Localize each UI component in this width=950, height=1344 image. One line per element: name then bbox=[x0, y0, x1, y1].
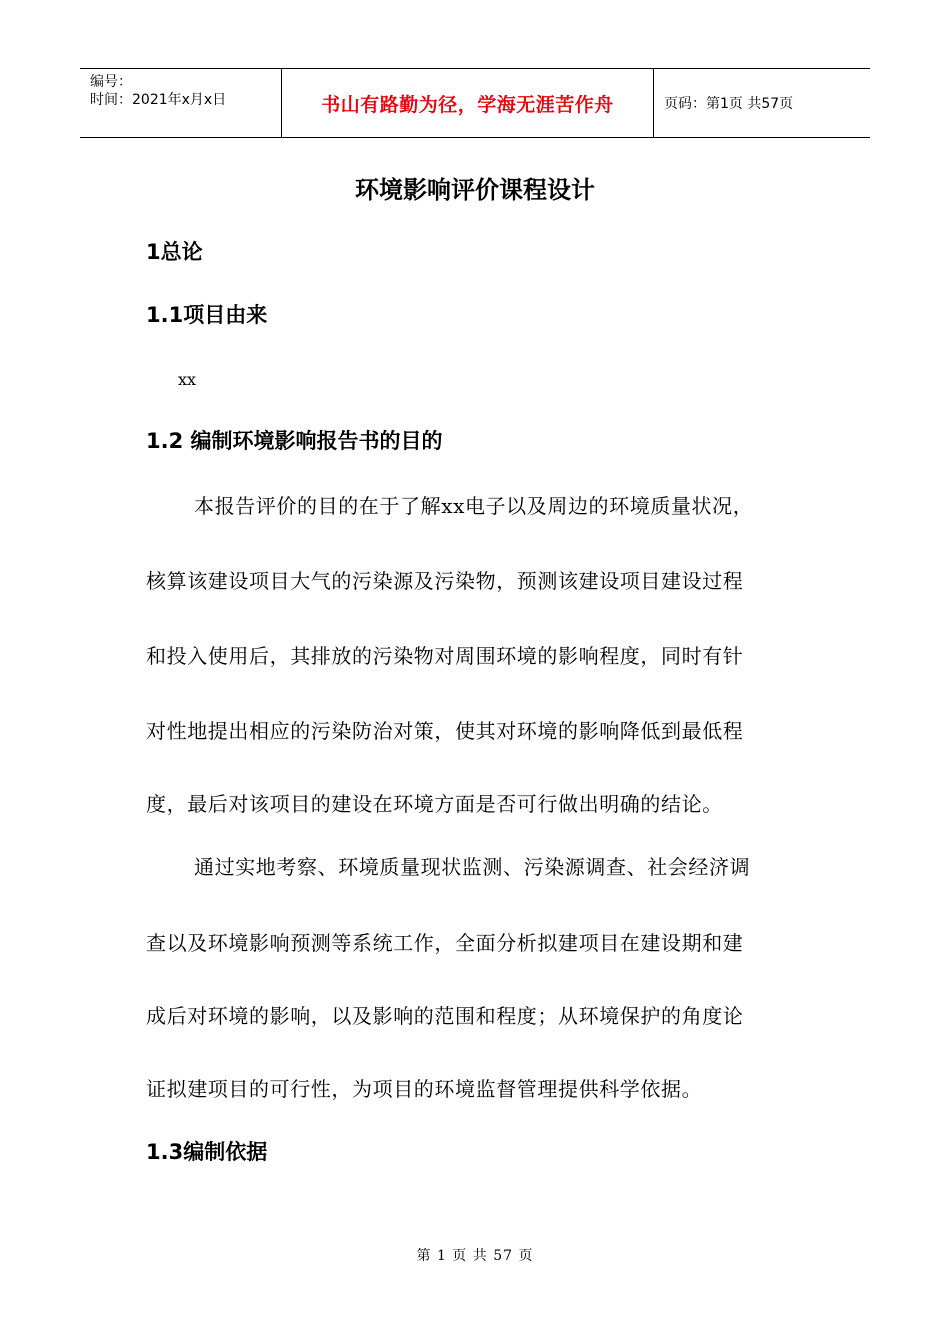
section-heading-1-1: 1.1项目由来 bbox=[146, 303, 268, 327]
paragraph-line: 对性地提出相应的污染防治对策，使其对环境的影响降低到最低程 bbox=[146, 719, 744, 743]
paragraph-line: 核算该建设项目大气的污染源及污染物，预测该建设项目建设过程 bbox=[146, 569, 744, 593]
document-date-label: 时间：2021年x月x日 bbox=[90, 92, 227, 108]
paragraph-line: 度，最后对该项目的建设在环境方面是否可行做出明确的结论。 bbox=[146, 792, 723, 816]
paragraph-line: 通过实地考察、环境质量现状监测、污染源调查、社会经济调 bbox=[194, 855, 751, 879]
paragraph-line: 证拟建项目的可行性，为项目的环境监督管理提供科学依据。 bbox=[146, 1077, 703, 1101]
document-number-label: 编号： bbox=[90, 74, 132, 90]
header-page-info: 页码：第1页 共57页 bbox=[664, 96, 794, 112]
paragraph-line: 查以及环境影响预测等系统工作，全面分析拟建项目在建设期和建 bbox=[146, 931, 744, 955]
section-heading-1-2: 1.2 编制环境影响报告书的目的 bbox=[146, 429, 443, 453]
page-footer: 第 1 页 共 57 页 bbox=[416, 1248, 534, 1264]
paragraph-line: 和投入使用后，其排放的污染物对周围环境的影响程度，同时有针 bbox=[146, 644, 744, 668]
paragraph-line: 成后对环境的影响，以及影响的范围和程度；从环境保护的角度论 bbox=[146, 1004, 744, 1028]
page-header bbox=[80, 68, 870, 138]
header-meta-cell bbox=[80, 69, 282, 137]
section-heading-1: 1总论 bbox=[146, 240, 203, 264]
section-1-1-text: xx bbox=[178, 370, 197, 389]
document-title: 环境影响评价课程设计 bbox=[355, 176, 595, 204]
paragraph-line: 本报告评价的目的在于了解xx电子以及周边的环境质量状况， bbox=[194, 494, 754, 518]
section-heading-1-3: 1.3编制依据 bbox=[146, 1140, 268, 1164]
header-motto: 书山有路勤为径，学海无涯苦作舟 bbox=[282, 69, 654, 137]
